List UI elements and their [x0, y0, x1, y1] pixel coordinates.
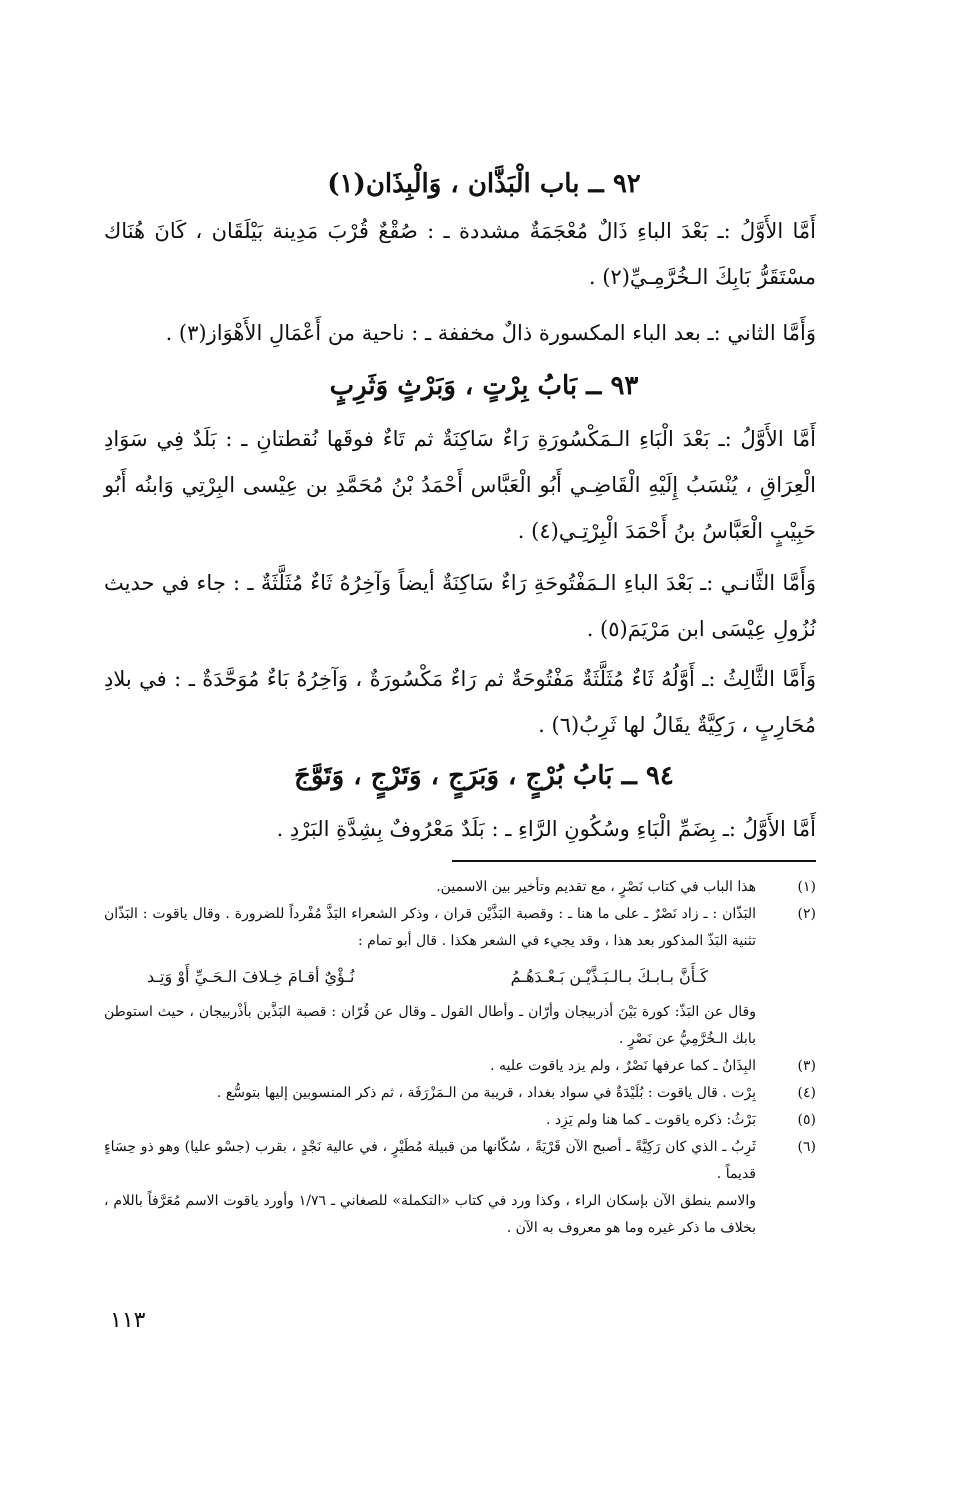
- footnote-text: هذا الباب في كتاب نَصْرٍ ، مع تقديم وتأخير بين الاسمين.: [436, 879, 756, 895]
- section-93-paragraph-1: أَمَّا الأَوَّلُ :ـ بَعْدَ الْبَاءِ الـمَكْسُورَةِ رَاءٌ سَاكِنَةٌ ثم تَاءٌ فوقَها نُقطتانِ ـ : بَلَدٌ فِي سَوَادِ الْعِرَاقِ ، يُنْسَبُ إِلَيْهِ الْقَاضِـي أَبُو الْعَبَّاس أَحْمَدُ بْنُ مُحَمَّدِ بن عِيْسى البِرْتِي وَابنُه أَبُو حَبِيْبٍ الْعَبَّاسُ بنُ أَحْمَدَ الْبِرْتِـي(٤) .: [104, 427, 816, 543]
- section-title-92: ٩٢ ــ باب الْبَذَّان ، وَالْبِذَان(١): [327, 169, 641, 199]
- footnote-2-continuation: وقال عن البَذّ: كورة بَيْنَ أذربيجان وأرّان ـ وأطال القول ـ وقال عن قُرّان : قصبة البَذَّين بأذْربيجان ، حيث استوطن بابك الـخُرَّمِيُّ عن نَصْرٍ .: [104, 1004, 756, 1047]
- footnote-1: [104, 874, 816, 901]
- footnote-6-continuation: والاسم ينطق الآن بإسكان الراء ، وكذا ورد في كتاب «التكملة» للصغاني ـ ١/٧٦ وأورد ياقوت الاسم مُعَرَّفاً باللام ، بخلاف ما ذكر غيره وما هو معروف به الآن .: [104, 1193, 756, 1236]
- page-number: ١١٣: [110, 1308, 146, 1333]
- footnote-number: (١): [797, 879, 816, 895]
- footnotes: [104, 874, 816, 1242]
- footnote-text: البَذّان : ـ زاد نَصْرٌ ـ على ما هنا ـ : وقصبة البَذَّيْن قران ، وذكر الشعراء البَذَّ مُفْرداً للضرورة . وقال ياقوت : البَذّان تثنية البَذّ المذكور بعد هذا ، وقد يجيء في الشعر هكذا . قال أبو تمام :: [104, 906, 756, 949]
- section-title-93: ٩٣ ــ بَابُ بِرْتٍ ، وَبَرْثٍ وَثَرِبٍ: [329, 371, 639, 401]
- footnote-2: [104, 901, 816, 955]
- footnote-text: البِذَانُ ـ كما عرفها نَصْرٌ ، ولم يزد ياقوت عليه .: [490, 1058, 756, 1074]
- section-93-paragraph-3: وَأَمَّا الثَّالِثُ :ـ أَوَّلُهُ ثَاءٌ مُثَلَّثَةٌ مَفْتُوحَةٌ ثم رَاءٌ مَكْسُورَةٌ ، وَآخِرُهُ بَاءٌ مُوَحَّدَةٌ ـ : في بلادِ مُحَارِبٍ ، رَكِيَّةٌ يقَالُ لها ثَرِبُ(٦) .: [104, 667, 816, 737]
- footnote-text: ثَرِبُ ـ الذي كان رَكِيَّةً ـ أصبح الآن قَرْيَةً ، سُكّانها من قبيلة مُطَيْرٍ ، في عالية نَجْدٍ ، بقرب (جسْو عليا) وهو ذو حِسَاءٍ قديماً .: [104, 1139, 756, 1182]
- verse-second-hemistich: نُـؤْيٌ أقـامَ خِـلافَ الـحَـيِّ أَوْ وَتِـد: [146, 967, 355, 986]
- footnote-number: (٢): [797, 906, 816, 922]
- section-94-paragraph-1: أَمَّا الأَوَّلُ :ـ بِضَمِّ الْبَاءِ وسُكُونِ الرَّاءِ ـ : بَلَدٌ مَعْرُوفٌ بِشِدَّةِ البَرْدِ .: [276, 817, 816, 841]
- footnote-3: [104, 1053, 816, 1080]
- footnote-number: (٥): [797, 1112, 816, 1128]
- footnote-text: بِرْت . قال ياقوت : بُلَيْدَةٌ في سواد بغداد ، قريبة من الـمَزْرَفَة ، ثم ذكر المنسوبين إليها بتوسُّع .: [216, 1085, 756, 1101]
- footnote-number: (٣): [797, 1058, 816, 1074]
- footnote-text: بَرْثُ: ذكره ياقوت ـ كما هنا ولم يَزِد .: [546, 1112, 756, 1128]
- footnote-separator: [452, 860, 816, 862]
- section-93-paragraph-2: وَأَمَّا الثَّانـي :ـ بَعْدَ الباءِ الـمَفْتُوحَةِ رَاءٌ سَاكِنَةٌ أيضاً وَآخِرُهُ ثَاءٌ مُثَلَّثَةٌ ـ : جاء في حديث نُزُولِ عِيْسَى ابن مَرْيَمَ(٥) .: [104, 571, 816, 641]
- footnote-number: (٦): [797, 1139, 816, 1155]
- section-92-paragraph-1: أَمَّا الأَوَّلُ :ـ بَعْدَ الباءِ ذَالٌ مُعْجَمَةٌ مشددة ـ : صُقْعٌ قُرْبَ مَدِينة بَيْلَقَان ، كَانَ هُنَاك مسْتَقَرُّ بَابِكَ الـخُرَّمِـيِّ(٢) .: [104, 219, 816, 289]
- verse-first-hemistich: كَـأَنَّ بـابـكَ بـالـبَـذَّيْـن بَـعْـدَهُـمُ: [510, 967, 708, 986]
- section-92-paragraph-2: وَأَمَّا الثاني :ـ بعد الباء المكسورة ذالٌ مخففة ـ : ناحية من أَعْمَالِ الأَهْوَاز(٣) .: [165, 321, 816, 345]
- poetry-verse: [104, 955, 816, 999]
- section-title-94: ٩٤ ــ بَابُ بُرْجٍ ، وَبَرَجٍ ، وَتَرْجٍ ، وَتَوَّجَ: [294, 761, 674, 791]
- footnote-4: [104, 1080, 816, 1107]
- footnote-6: [104, 1134, 816, 1188]
- footnote-number: (٤): [797, 1085, 816, 1101]
- footnote-5: [104, 1107, 816, 1134]
